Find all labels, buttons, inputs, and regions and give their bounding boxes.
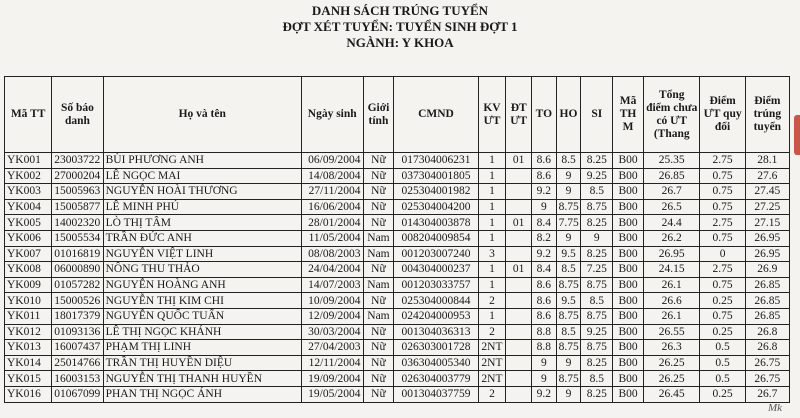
column-header: Số báo danh bbox=[52, 77, 103, 153]
table-cell: 26.95 bbox=[745, 246, 789, 262]
table-cell: 9 bbox=[581, 230, 613, 246]
table-cell: NGUYỄN HOÀNG ANH bbox=[103, 277, 301, 293]
table-cell: 26.85 bbox=[745, 308, 789, 324]
table-cell: 008204009854 bbox=[394, 230, 478, 246]
table-cell: 26.1 bbox=[643, 308, 700, 324]
table-cell: 16/06/2004 bbox=[301, 199, 363, 215]
column-header: Tổng điểm chưa có ƯT (Thang bbox=[643, 77, 700, 153]
table-cell: 01093136 bbox=[52, 324, 103, 340]
document-header bbox=[0, 0, 800, 51]
table-cell: 0.75 bbox=[700, 308, 745, 324]
table-cell: 9.2 bbox=[532, 386, 557, 402]
table-cell: TRẦN THỊ HUYỀN DIỆU bbox=[103, 355, 301, 371]
table-row bbox=[5, 215, 790, 231]
table-cell: 10/09/2004 bbox=[301, 293, 363, 309]
handwritten-signature: Mk bbox=[767, 402, 782, 414]
table-cell: 9 bbox=[556, 184, 581, 200]
column-header: SI bbox=[581, 77, 613, 153]
table-cell: 9.25 bbox=[581, 324, 613, 340]
table-cell: 001203033757 bbox=[394, 277, 478, 293]
table-row bbox=[5, 371, 790, 387]
table-cell: 15000526 bbox=[52, 293, 103, 309]
table-cell: Nữ bbox=[363, 355, 394, 371]
table-cell: 1 bbox=[478, 199, 506, 215]
table-cell: 15005963 bbox=[52, 184, 103, 200]
table-cell: 8.5 bbox=[556, 324, 581, 340]
table-cell: 8.5 bbox=[581, 371, 613, 387]
table-cell: Nam bbox=[363, 277, 394, 293]
table-cell: Nữ bbox=[363, 293, 394, 309]
table-cell: Nữ bbox=[363, 262, 394, 278]
table-cell: 06/09/2004 bbox=[301, 153, 363, 169]
table-cell: 12/09/2004 bbox=[301, 308, 363, 324]
table-cell: 26.25 bbox=[643, 371, 700, 387]
table-cell: Nữ bbox=[363, 168, 394, 184]
table-cell: Nam bbox=[363, 230, 394, 246]
table-cell: 26.85 bbox=[643, 168, 700, 184]
table-cell: 017304006231 bbox=[394, 153, 478, 169]
table-cell: 0.75 bbox=[700, 230, 745, 246]
document-title: DANH SÁCH TRÚNG TUYỂN bbox=[311, 3, 489, 18]
table-cell: Nữ bbox=[363, 340, 394, 356]
table-cell: B00 bbox=[613, 293, 644, 309]
table-cell bbox=[506, 340, 532, 356]
table-row bbox=[5, 293, 790, 309]
table-cell: B00 bbox=[613, 324, 644, 340]
table-cell: 8.25 bbox=[581, 153, 613, 169]
table-cell: 15005534 bbox=[52, 230, 103, 246]
table-cell: 8.8 bbox=[532, 340, 557, 356]
table-cell: 0.75 bbox=[700, 199, 745, 215]
table-cell bbox=[506, 386, 532, 402]
table-cell: 8.5 bbox=[556, 153, 581, 169]
table-cell: 0.75 bbox=[700, 168, 745, 184]
table-cell: 1 bbox=[478, 230, 506, 246]
table-cell: 06000890 bbox=[52, 262, 103, 278]
table-cell: 14/07/2003 bbox=[301, 277, 363, 293]
table-cell: 9 bbox=[556, 230, 581, 246]
table-cell: 27.15 bbox=[745, 215, 789, 231]
table-cell: 08/08/2003 bbox=[301, 246, 363, 262]
table-cell: 26.55 bbox=[643, 324, 700, 340]
table-cell: 025304001982 bbox=[394, 184, 478, 200]
table-cell: NGUYỄN THỊ KIM CHI bbox=[103, 293, 301, 309]
table-cell: 01016819 bbox=[52, 246, 103, 262]
table-cell: 24/04/2004 bbox=[301, 262, 363, 278]
table-cell: 0 bbox=[700, 246, 745, 262]
table-cell: 15005877 bbox=[52, 199, 103, 215]
table-cell: 18017379 bbox=[52, 308, 103, 324]
column-header: Điểm ƯT quy đổi bbox=[700, 77, 745, 153]
table-cell: YK004 bbox=[5, 199, 52, 215]
table-cell: 11/05/2004 bbox=[301, 230, 363, 246]
table-row bbox=[5, 184, 790, 200]
table-cell: YK007 bbox=[5, 246, 52, 262]
table-cell: 26.85 bbox=[745, 293, 789, 309]
table-cell: B00 bbox=[613, 215, 644, 231]
table-row bbox=[5, 246, 790, 262]
column-header: CMND bbox=[394, 77, 478, 153]
table-cell: 2 bbox=[478, 293, 506, 309]
table-row bbox=[5, 340, 790, 356]
table-cell: 26.8 bbox=[745, 324, 789, 340]
table-cell: 8.75 bbox=[581, 199, 613, 215]
table-cell: YK014 bbox=[5, 355, 52, 371]
table-cell: Nữ bbox=[363, 324, 394, 340]
table-cell bbox=[506, 199, 532, 215]
table-cell: 8.75 bbox=[556, 340, 581, 356]
table-cell: 26.25 bbox=[643, 355, 700, 371]
table-cell: 26.1 bbox=[643, 277, 700, 293]
table-cell: YK016 bbox=[5, 386, 52, 402]
table-cell: 3 bbox=[478, 246, 506, 262]
table-cell: 26.85 bbox=[745, 277, 789, 293]
table-cell: 7.25 bbox=[581, 262, 613, 278]
table-cell: 0.5 bbox=[700, 340, 745, 356]
table-cell: 26.75 bbox=[745, 371, 789, 387]
table-cell: B00 bbox=[613, 168, 644, 184]
table-cell: 27000204 bbox=[52, 168, 103, 184]
table-cell bbox=[506, 246, 532, 262]
table-cell: 14/08/2004 bbox=[301, 168, 363, 184]
table-cell: B00 bbox=[613, 230, 644, 246]
table-cell: 025304000844 bbox=[394, 293, 478, 309]
table-cell: 2 bbox=[478, 386, 506, 402]
table-cell: 024204000953 bbox=[394, 308, 478, 324]
table-cell: YK009 bbox=[5, 277, 52, 293]
table-cell: 8.75 bbox=[581, 308, 613, 324]
column-header: ĐT ƯT bbox=[506, 77, 532, 153]
table-cell: 14002320 bbox=[52, 215, 103, 231]
table-cell: 001304037759 bbox=[394, 386, 478, 402]
table-cell: 9.2 bbox=[532, 246, 557, 262]
table-cell: NGUYỄN THỊ THANH HUYỀN bbox=[103, 371, 301, 387]
table-cell: 1 bbox=[478, 153, 506, 169]
table-cell: 8.6 bbox=[532, 168, 557, 184]
table-cell: PHAN THỊ NGỌC ÁNH bbox=[103, 386, 301, 402]
table-cell: 2NT bbox=[478, 371, 506, 387]
table-cell: 01057282 bbox=[52, 277, 103, 293]
table-cell: 26.6 bbox=[643, 293, 700, 309]
table-cell: 8.75 bbox=[556, 199, 581, 215]
table-cell: 1 bbox=[478, 308, 506, 324]
table-cell: 01067099 bbox=[52, 386, 103, 402]
table-cell: 7.75 bbox=[556, 215, 581, 231]
table-cell: LÊ MINH PHÚ bbox=[103, 199, 301, 215]
table-row bbox=[5, 199, 790, 215]
column-header: Họ và tên bbox=[103, 77, 301, 153]
table-cell: 28.1 bbox=[745, 153, 789, 169]
table-cell: 16007437 bbox=[52, 340, 103, 356]
table-cell: 8.75 bbox=[556, 308, 581, 324]
table-cell: YK005 bbox=[5, 215, 52, 231]
admission-round: ĐỢT XÉT TUYỂN: TUYỂN SINH ĐỢT 1 bbox=[282, 19, 518, 34]
table-cell: 8.5 bbox=[581, 184, 613, 200]
table-cell: 1 bbox=[478, 215, 506, 231]
table-cell bbox=[506, 355, 532, 371]
table-cell: 9.5 bbox=[556, 293, 581, 309]
table-cell bbox=[506, 230, 532, 246]
table-cell: 30/03/2004 bbox=[301, 324, 363, 340]
table-cell: 8.25 bbox=[581, 355, 613, 371]
table-cell: Nữ bbox=[363, 184, 394, 200]
table-cell: 2.75 bbox=[700, 262, 745, 278]
column-header: Điểm trúng tuyển bbox=[745, 77, 789, 153]
table-row bbox=[5, 386, 790, 402]
table-cell: 8.4 bbox=[532, 262, 557, 278]
table-row bbox=[5, 153, 790, 169]
table-cell: 8.6 bbox=[532, 308, 557, 324]
table-cell: 2 bbox=[478, 324, 506, 340]
column-header: TO bbox=[532, 77, 557, 153]
table-cell bbox=[506, 184, 532, 200]
table-cell: NÔNG THU THẢO bbox=[103, 262, 301, 278]
table-cell: 0.25 bbox=[700, 293, 745, 309]
column-header: Mã TH M bbox=[613, 77, 644, 153]
table-cell: LÒ THỊ TÂM bbox=[103, 215, 301, 231]
table-cell: YK013 bbox=[5, 340, 52, 356]
table-cell: 004304000237 bbox=[394, 262, 478, 278]
table-cell: 001304036313 bbox=[394, 324, 478, 340]
table-cell: 8.25 bbox=[581, 386, 613, 402]
table-cell: NGUYỄN VIỆT LINH bbox=[103, 246, 301, 262]
table-cell: 8.6 bbox=[532, 153, 557, 169]
table-cell: YK015 bbox=[5, 371, 52, 387]
table-row bbox=[5, 230, 790, 246]
column-header: KV ƯT bbox=[478, 77, 506, 153]
table-cell: 026304003779 bbox=[394, 371, 478, 387]
table-cell: 9 bbox=[556, 386, 581, 402]
table-cell: 27.25 bbox=[745, 199, 789, 215]
table-cell: 8.75 bbox=[581, 340, 613, 356]
column-header: Giới tính bbox=[363, 77, 394, 153]
table-cell: 26.95 bbox=[745, 230, 789, 246]
table-cell: 26.7 bbox=[643, 184, 700, 200]
table-cell: YK006 bbox=[5, 230, 52, 246]
table-cell: 1 bbox=[478, 184, 506, 200]
table-cell: Nam bbox=[363, 246, 394, 262]
table-row bbox=[5, 324, 790, 340]
table-cell: 01 bbox=[506, 215, 532, 231]
table-cell: PHẠM THỊ LINH bbox=[103, 340, 301, 356]
table-cell: 0.5 bbox=[700, 371, 745, 387]
table-cell: 8.5 bbox=[556, 262, 581, 278]
table-cell: 25.35 bbox=[643, 153, 700, 169]
table-cell: Nam bbox=[363, 308, 394, 324]
table-cell: LÊ THỊ NGỌC KHÁNH bbox=[103, 324, 301, 340]
table-cell: 9.5 bbox=[556, 246, 581, 262]
table-cell: 1 bbox=[478, 277, 506, 293]
table-cell: YK010 bbox=[5, 293, 52, 309]
table-cell: B00 bbox=[613, 386, 644, 402]
table-cell: 9 bbox=[532, 355, 557, 371]
table-cell: B00 bbox=[613, 184, 644, 200]
table-cell: 8.75 bbox=[556, 371, 581, 387]
table-cell: 9 bbox=[556, 168, 581, 184]
table-cell: 9 bbox=[532, 199, 557, 215]
table-cell: YK008 bbox=[5, 262, 52, 278]
table-cell: 26.95 bbox=[643, 246, 700, 262]
table-cell: B00 bbox=[613, 355, 644, 371]
table-cell: 8.5 bbox=[581, 293, 613, 309]
table-cell: 26.3 bbox=[643, 340, 700, 356]
table-cell: 0.75 bbox=[700, 277, 745, 293]
table-cell bbox=[506, 371, 532, 387]
table-cell: 1 bbox=[478, 168, 506, 184]
table-cell: 01 bbox=[506, 153, 532, 169]
table-cell: 0.5 bbox=[700, 355, 745, 371]
table-cell: 8.25 bbox=[581, 215, 613, 231]
table-cell bbox=[506, 324, 532, 340]
table-cell: 2.75 bbox=[700, 215, 745, 231]
table-cell: 25014766 bbox=[52, 355, 103, 371]
table-cell: 01 bbox=[506, 262, 532, 278]
table-cell: YK012 bbox=[5, 324, 52, 340]
table-cell: 2NT bbox=[478, 355, 506, 371]
table-cell: 26.7 bbox=[745, 386, 789, 402]
table-cell: YK001 bbox=[5, 153, 52, 169]
table-cell: B00 bbox=[613, 246, 644, 262]
table-row bbox=[5, 308, 790, 324]
table-cell: Nữ bbox=[363, 215, 394, 231]
table-cell: Nữ bbox=[363, 386, 394, 402]
table-body bbox=[5, 153, 790, 403]
table-cell: 9.25 bbox=[581, 168, 613, 184]
table-cell: 014304003878 bbox=[394, 215, 478, 231]
red-stamp-edge bbox=[794, 115, 800, 155]
table-cell: 27/11/2004 bbox=[301, 184, 363, 200]
table-cell: B00 bbox=[613, 340, 644, 356]
table-cell: 8.4 bbox=[532, 215, 557, 231]
table-cell: 2NT bbox=[478, 340, 506, 356]
table-cell: 8.25 bbox=[581, 246, 613, 262]
table-cell: 26.8 bbox=[745, 340, 789, 356]
table-cell: 8.8 bbox=[532, 324, 557, 340]
table-cell: 19/05/2004 bbox=[301, 386, 363, 402]
table-cell: 24.4 bbox=[643, 215, 700, 231]
table-cell: 12/11/2004 bbox=[301, 355, 363, 371]
table-cell bbox=[506, 293, 532, 309]
table-cell: 9 bbox=[532, 371, 557, 387]
table-cell: YK003 bbox=[5, 184, 52, 200]
table-cell: 0.25 bbox=[700, 324, 745, 340]
table-cell: 026303001728 bbox=[394, 340, 478, 356]
table-cell: 27.45 bbox=[745, 184, 789, 200]
table-cell: 28/01/2004 bbox=[301, 215, 363, 231]
table-cell: B00 bbox=[613, 199, 644, 215]
table-cell: Nữ bbox=[363, 199, 394, 215]
table-cell: 001203007240 bbox=[394, 246, 478, 262]
table-cell: 036304005340 bbox=[394, 355, 478, 371]
table-cell: 26.5 bbox=[643, 199, 700, 215]
table-cell: BÙI PHƯƠNG ANH bbox=[103, 153, 301, 169]
table-cell bbox=[506, 168, 532, 184]
table-cell: B00 bbox=[613, 308, 644, 324]
table-cell: YK011 bbox=[5, 308, 52, 324]
table-cell: TRẦN ĐỨC ANH bbox=[103, 230, 301, 246]
table-cell: 8.6 bbox=[532, 293, 557, 309]
column-header: Ngày sinh bbox=[301, 77, 363, 153]
major-name: NGÀNH: Y KHOA bbox=[346, 35, 454, 50]
column-header: HO bbox=[556, 77, 581, 153]
table-cell: B00 bbox=[613, 277, 644, 293]
table-cell: Nữ bbox=[363, 371, 394, 387]
table-cell bbox=[506, 308, 532, 324]
table-cell: LÊ NGỌC MAI bbox=[103, 168, 301, 184]
table-cell: NGUYỄN QUỐC TUẤN bbox=[103, 308, 301, 324]
table-cell: 037304001805 bbox=[394, 168, 478, 184]
table-cell: 24.15 bbox=[643, 262, 700, 278]
table-header-row bbox=[5, 77, 790, 153]
table-cell: 27.6 bbox=[745, 168, 789, 184]
table-cell: 8.6 bbox=[532, 277, 557, 293]
table-row bbox=[5, 262, 790, 278]
table-cell: B00 bbox=[613, 262, 644, 278]
table-cell: 1 bbox=[478, 262, 506, 278]
table-cell: YK002 bbox=[5, 168, 52, 184]
table-cell bbox=[506, 277, 532, 293]
admission-list-table bbox=[4, 76, 790, 403]
table-cell: 8.2 bbox=[532, 230, 557, 246]
table-cell: Nữ bbox=[363, 153, 394, 169]
table-cell: 26.9 bbox=[745, 262, 789, 278]
table-cell: 23003722 bbox=[52, 153, 103, 169]
table-cell: NGUYỄN HOÀI THƯƠNG bbox=[103, 184, 301, 200]
table-cell: 0.25 bbox=[700, 386, 745, 402]
table-cell: 26.45 bbox=[643, 386, 700, 402]
table-cell: B00 bbox=[613, 371, 644, 387]
table-cell: 2.75 bbox=[700, 153, 745, 169]
table-cell: 26.2 bbox=[643, 230, 700, 246]
table-cell: 19/09/2004 bbox=[301, 371, 363, 387]
table-cell: 16003153 bbox=[52, 371, 103, 387]
table-cell: 8.75 bbox=[556, 277, 581, 293]
table-cell: 8.75 bbox=[581, 277, 613, 293]
column-header: Mã TT bbox=[5, 77, 52, 153]
table-cell: 26.75 bbox=[745, 355, 789, 371]
table-cell: 27/04/2003 bbox=[301, 340, 363, 356]
table-cell: 9.2 bbox=[532, 184, 557, 200]
table-row bbox=[5, 277, 790, 293]
table-cell: B00 bbox=[613, 153, 644, 169]
table-cell: 0.75 bbox=[700, 184, 745, 200]
table-row bbox=[5, 355, 790, 371]
table-cell: 9 bbox=[556, 355, 581, 371]
table-row bbox=[5, 168, 790, 184]
table-cell: 025304004200 bbox=[394, 199, 478, 215]
